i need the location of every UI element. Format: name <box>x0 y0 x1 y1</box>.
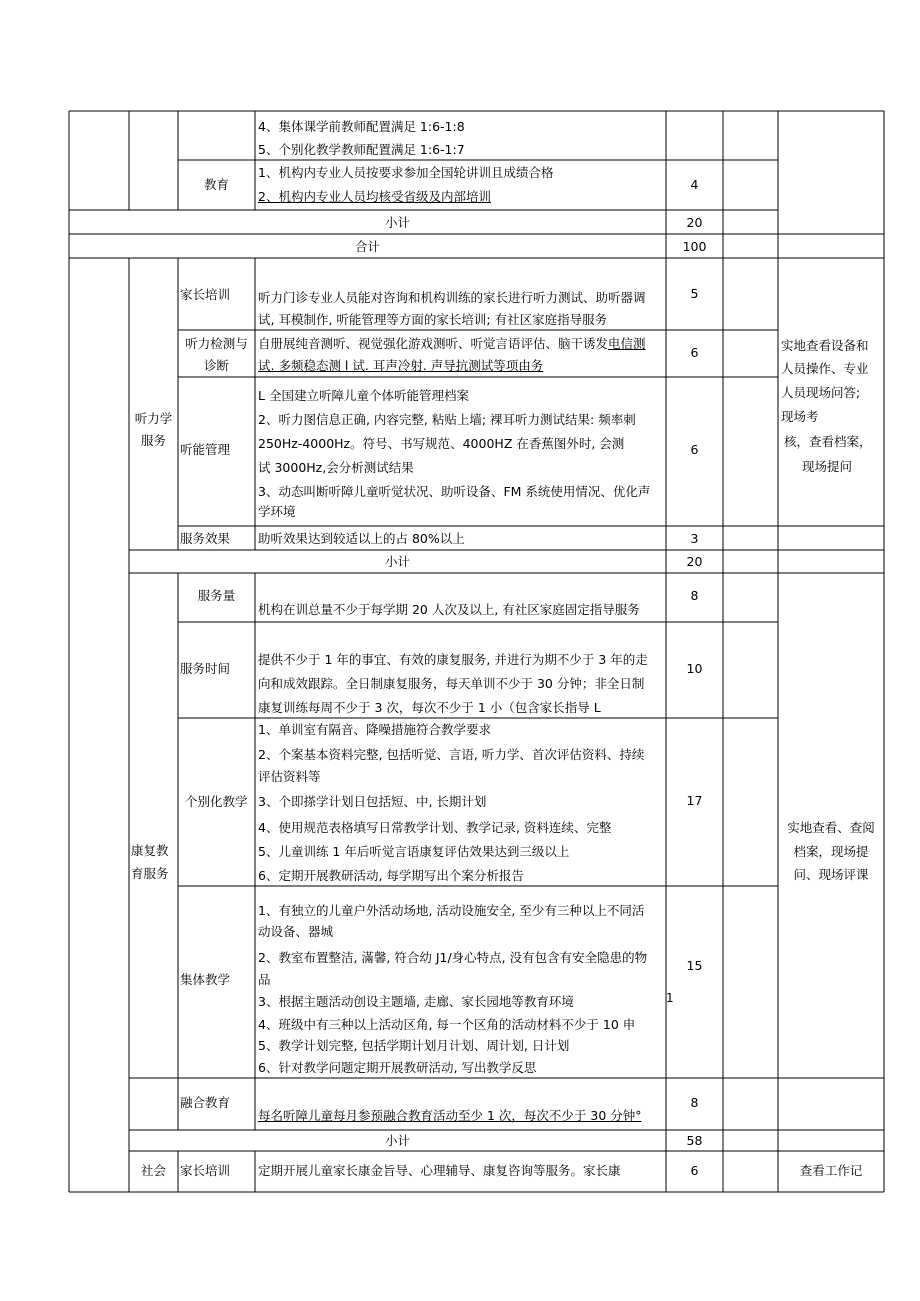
social-method: 查看工作记 <box>799 1163 863 1178</box>
hearing-method-line-3: 人员现场问答; <box>781 385 861 400</box>
subtotal-label: 小计 <box>384 1133 410 1148</box>
ratio-item-1: 4、集体课学前教师配置满足 1:6-1:8 <box>258 119 465 134</box>
rehab-method-line-3: 问、现场评课 <box>793 867 869 882</box>
subtotal-score: 58 <box>686 1133 703 1148</box>
hearing-management-score: 6 <box>690 442 699 457</box>
individual-line-7: 6、定期开展教研活动, 每学期写出个案分析报告 <box>258 868 524 883</box>
hearing-management-line-6: 学环境 <box>258 504 296 519</box>
individual-line-6: 5、儿童训练 1 年后听觉言语康复评估效果达到三级以上 <box>258 844 570 859</box>
group-line-5: 3、根据主题活动创设主题墙, 走廊、家长园地等教育环境 <box>258 994 574 1009</box>
social-parent-training-text: 定期开展儿童家长康金旨导、心理辅导、康复咨询等服务。家长康 <box>258 1163 621 1178</box>
individual-line-2: 2、个案基本资料完整, 包括听觉、言语, 听力学、首次评估资料、持续 <box>258 747 645 762</box>
rehab-category-line-2: 育服务 <box>131 866 169 881</box>
rehab-method-line-1: 实地查看、查阅 <box>787 820 875 835</box>
subtotal-label: 小计 <box>384 554 410 569</box>
group-line-6: 4、班级中有三种以上活动区角, 每一个区角的活动材料不少于 10 申 <box>258 1017 636 1032</box>
total-label: 合计 <box>354 239 380 254</box>
individual-line-1: 1、单训室有隔音、降噪措施符合教学要求 <box>258 722 491 737</box>
hearing-method-line-6: 现场提问 <box>802 459 853 474</box>
parent-training-line-1: 听力门诊专业人员能对咨询和机构训练的家长进行听力测试、助听器调 <box>258 290 646 305</box>
service-time-line-2: 向和成效跟踪。全日制康复服务，每天单训不少于 30 分钟；非全日制 <box>258 676 645 691</box>
hearing-method-line-1: 实地查看设备和 <box>781 338 869 353</box>
rehab-method-line-2: 档案，现场提 <box>793 844 869 859</box>
hearing-method-line-4: 现场考 <box>781 409 819 424</box>
service-effect-text: 助听效果达到较适以上的占 80%以上 <box>258 531 465 546</box>
service-time-line-1: 提供不少于 1 年的事宜、有效的康复服务, 并进行为期不少于 3 年的走 <box>258 652 648 667</box>
parent-training-line-2: 试, 耳模制作, 听能管理等方面的家长培训; 有社区家庭指导服务 <box>258 312 608 327</box>
hearing-method-line-5: 核，查看档案， <box>784 434 872 449</box>
detection-line-1 <box>258 334 646 354</box>
hearing-management-line-4: 试 3000Hz,会分析测试结果 <box>258 460 414 475</box>
detection-line-1-text: 自册展纯音测听、视觉强化游戏测听、听觉言语评估、脑干诱发 <box>258 336 609 351</box>
social-parent-training-label: 家长培训 <box>180 1163 231 1178</box>
group-stray-mark: 1 <box>666 991 674 1005</box>
detection-line-2: 试. 多频稳态测 l 试. 耳声冷射. 声导抗测试等项由务 <box>258 358 544 373</box>
hearing-management-line-1: L 全国建立听障儿童个体听能管理档案 <box>258 388 469 403</box>
group-line-2: 动设备、器城 <box>258 924 334 939</box>
service-time-line-3: 康复训练每周不少于 3 次，每次不少于 1 小（包含家长指导 L <box>258 700 601 715</box>
detection-label-line-2: 诊断 <box>203 358 229 373</box>
group-score: 15 <box>686 958 703 973</box>
education-item-2: 2、机构内专业人员均核受省级及内部培训 <box>258 189 491 204</box>
detection-label-line-1: 听力检测与 <box>185 336 248 351</box>
hearing-management-label: 听能管理 <box>180 442 231 457</box>
parent-training-label: 家长培训 <box>180 287 231 302</box>
service-volume-score: 8 <box>690 588 699 603</box>
education-item-1: 1、机构内专业人员按要求参加全国轮讲训且成绩合格 <box>258 165 554 180</box>
education-label: 教育 <box>203 177 229 192</box>
group-line-8: 6、针对教学问题定期开展教研活动, 写出教学反思 <box>258 1060 537 1075</box>
parent-training-score: 5 <box>690 286 699 301</box>
hearing-category-line-1: 听力学 <box>134 411 173 426</box>
social-score: 6 <box>690 1163 699 1178</box>
service-effect-label: 服务效果 <box>180 531 231 546</box>
individual-line-3: 评估资料等 <box>258 769 321 784</box>
detection-score: 6 <box>690 345 699 360</box>
individual-line-5: 4、使用规范表格填写日常教学计划、教学记录, 资料连续、完整 <box>258 820 612 835</box>
hearing-method-line-2: 人员操作、专业 <box>781 361 869 376</box>
service-volume-label: 服务量 <box>197 588 236 603</box>
hearing-management-line-5: 3、动态叫断听障儿童听觉状况、助听设备、FM 系统使用情况、优化声 <box>258 484 651 499</box>
service-effect-score: 3 <box>690 531 699 546</box>
ratio-item-2: 5、个别化教学教师配置满足 1:6-1:7 <box>258 142 465 157</box>
group-line-3: 2、教室布置整洁, 滿馨, 符合幼 J1/身心特点, 没有包含有安全隐患的物 <box>258 950 648 965</box>
hearing-management-line-2: 2、听力图信息正确, 内容完整, 粘贴上墙; 裸耳听力测试结果: 频率刺 <box>258 412 636 427</box>
group-line-7: 5、教学计划完整, 包括学期计划月计划、周计划, 日计划 <box>258 1038 570 1053</box>
subtotal-score: 20 <box>686 215 703 230</box>
individual-line-4: 3、个即搽学计划日包括短、中, 长期计划 <box>258 794 487 809</box>
total-score: 100 <box>682 239 707 254</box>
hearing-category-line-2: 服务 <box>140 433 166 448</box>
hearing-management-line-3: 250Hz-4000Hz。符号、书写规范、4000HZ 在香蕉图外时, 会测 <box>258 436 625 451</box>
rehab-category-line-1: 康复教 <box>131 843 169 858</box>
group-teaching-label: 集体教学 <box>180 972 231 987</box>
inclusive-education-score: 8 <box>690 1095 699 1110</box>
subtotal-score: 20 <box>686 554 703 569</box>
individual-score: 17 <box>686 793 703 808</box>
subtotal-label: 小计 <box>384 215 410 230</box>
inclusive-education-label: 融合教育 <box>180 1095 231 1110</box>
individual-teaching-label: 个别化教学 <box>185 794 248 809</box>
social-category: 社会 <box>140 1163 166 1178</box>
detection-line-1-underlined: 电信测 <box>608 336 646 351</box>
inclusive-education-text: 每名听障儿童每月参预融合教育活动至少 1 次，每次不少于 30 分钟° <box>258 1108 642 1123</box>
group-line-4: 品 <box>258 972 271 987</box>
education-score: 4 <box>690 177 699 192</box>
service-time-label: 服务时间 <box>180 661 231 676</box>
service-time-score: 10 <box>686 661 703 676</box>
service-volume-text: 机构在训总量不少于每学期 20 人次及以上, 有社区家庭固定指导服务 <box>258 602 640 617</box>
group-line-1: 1、有独立的儿童户外活动场地, 活动设施安全, 至少有三种以上不同活 <box>258 903 645 918</box>
